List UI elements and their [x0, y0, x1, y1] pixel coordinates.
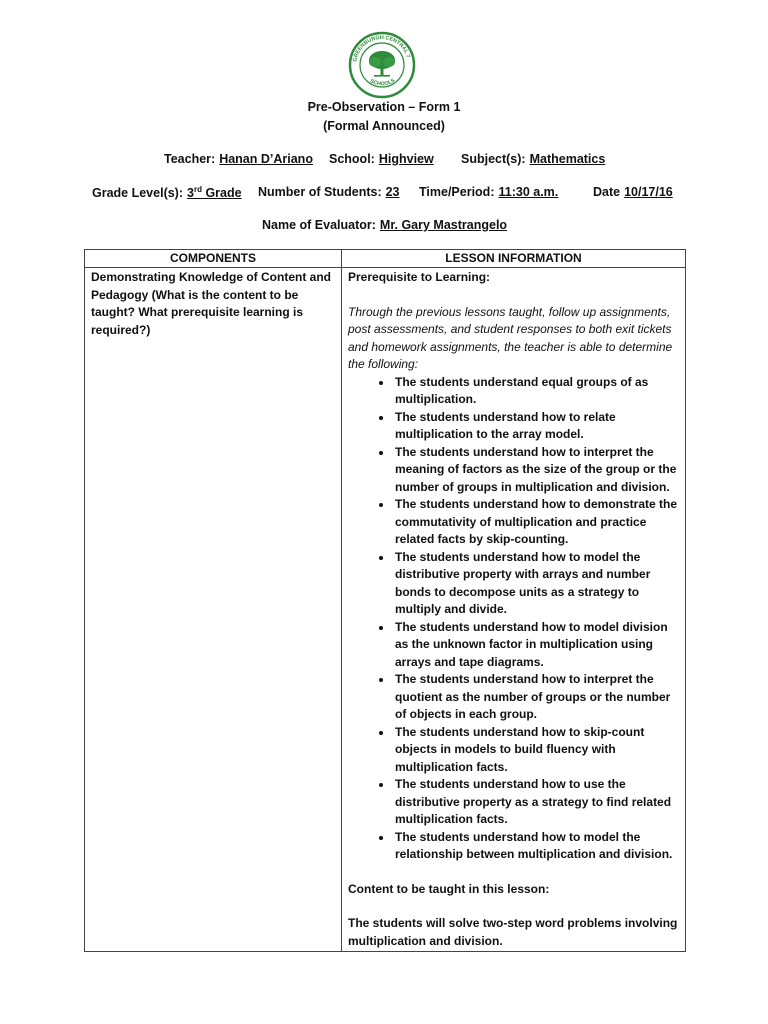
date-value: 10/17/16	[624, 185, 673, 199]
grade-value	[187, 186, 242, 200]
school-label: School:	[329, 152, 375, 166]
grade-number: 3	[187, 186, 194, 201]
students-label: Number of Students:	[258, 185, 382, 199]
lesson-information-cell	[342, 268, 686, 952]
tree-seal-icon	[348, 31, 416, 99]
prerequisite-list	[348, 374, 679, 864]
grade-field	[92, 185, 242, 200]
svg-text:GREENBURGH CENTRAL 7: GREENBURGH CENTRAL 7	[352, 34, 411, 63]
list-item: • The students understand how to interpret the quotient as the number of groups or the number of objects in each group.	[393, 671, 679, 724]
lesson-information-header: LESSON INFORMATION	[342, 250, 686, 268]
time-label: Time/Period:	[419, 185, 495, 199]
teacher-field	[164, 152, 313, 166]
students-field	[258, 185, 400, 199]
time-value: 11:30 a.m.	[498, 185, 559, 199]
list-item: • The students understand equal groups of as multiplication.	[393, 374, 679, 409]
school-field	[329, 152, 434, 166]
teacher-label: Teacher:	[164, 152, 216, 166]
evaluator-value: Mr. Gary Mastrangelo	[379, 218, 508, 232]
table-header-row	[85, 250, 686, 268]
grade-word: Grade	[205, 186, 242, 201]
list-item: • The students understand how to skip-count objects in models to build fluency with multiplication facts.	[393, 724, 679, 777]
table-row	[85, 268, 686, 952]
list-item: • The students understand how to relate multiplication to the array model.	[393, 409, 679, 444]
component-cell: Demonstrating Knowledge of Content and Pedagogy (What is the content to be taught? What prerequisite learning is required?)	[85, 268, 342, 952]
evaluator-label: Name of Evaluator:	[262, 218, 376, 232]
evaluator-field	[262, 218, 507, 232]
components-header: COMPONENTS	[85, 250, 342, 268]
teacher-value: Hanan D’Ariano	[219, 152, 313, 166]
content-text: The students will solve two-step word problems involving multiplication and division.	[348, 916, 678, 948]
school-logo	[348, 31, 416, 99]
school-value: Highview	[378, 152, 434, 166]
content-heading: Content to be taught in this lesson:	[348, 881, 550, 896]
list-item: • The students understand how to interpret the meaning of factors as the size of the group or the number of groups in multiplication and division.	[393, 444, 679, 497]
date-label: Date	[593, 185, 621, 199]
list-item: • The students understand how to demonstrate the commutativity of multiplication and practice related facts by skip-counting.	[393, 496, 679, 549]
list-item: • The students understand how to use the distributive property as a strategy to find related multiplication facts.	[393, 776, 679, 829]
date-field	[593, 185, 673, 199]
students-value: 23	[385, 185, 400, 199]
list-item: • The students understand how to model division as the unknown factor in multiplication using arrays and tape diagrams.	[393, 619, 679, 672]
grade-superscript: rd	[193, 185, 202, 194]
lesson-table	[84, 249, 686, 952]
grade-label: Grade Level(s):	[92, 186, 184, 201]
prerequisite-intro: Through the previous lessons taught, follow up assignments, post assessments, and student responses to both exit tickets and homework assignments, the teacher is able to determine the following:	[348, 304, 673, 371]
time-field	[419, 185, 558, 199]
subject-value: Mathematics	[529, 152, 606, 166]
form-title: Pre-Observation – Form 1	[307, 100, 461, 114]
subject-field	[461, 152, 605, 166]
prerequisite-heading: Prerequisite to Learning:	[348, 270, 491, 284]
svg-text:SCHOOLS: SCHOOLS	[368, 77, 397, 88]
form-subtitle: (Formal Announced)	[323, 119, 445, 133]
subject-label: Subject(s):	[461, 152, 526, 166]
list-item: • The students understand how to model the distributive property with arrays and number bonds to decompose units as a strategy to multiply and divide.	[393, 549, 679, 619]
list-item: • The students understand how to model the relationship between multiplication and division.	[393, 829, 679, 864]
